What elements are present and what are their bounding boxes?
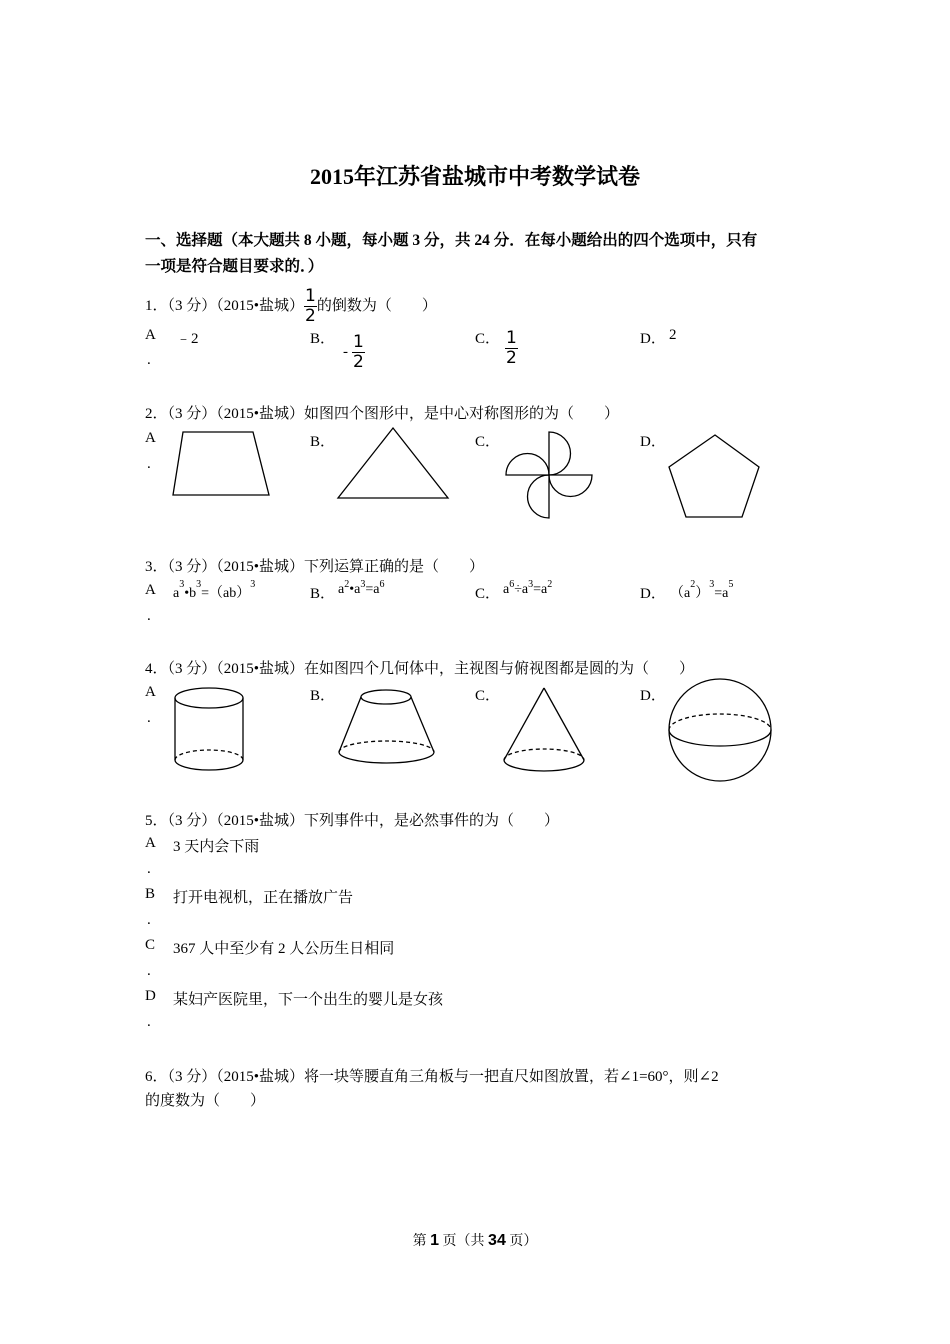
q3-option-c-label: C． <box>475 586 501 602</box>
q2-option-b-label: B． <box>310 434 336 450</box>
q1-frac-num: 1 <box>305 286 316 306</box>
question-2-stem: 2．（3 分）（2015•盐城）如图四个图形中，是中心对称图形的为（ ） <box>145 406 620 422</box>
q2-option-c-label: C． <box>475 434 501 450</box>
sphere-figure <box>669 679 771 781</box>
q1-option-b-label: B． <box>310 331 336 347</box>
q1-option-a-dot: . <box>147 352 151 368</box>
frustum-figure <box>339 690 434 763</box>
page-footer: 第 1 页（共 34 页） <box>412 1232 538 1249</box>
q3-option-a-label: A <box>145 582 156 598</box>
question-5-stem: 5．（3 分）（2015•盐城）下列事件中，是必然事件的为（ ） <box>145 813 560 829</box>
question-3-stem: 3．（3 分）（2015•盐城）下列运算正确的是（ ） <box>145 559 485 575</box>
current-page-number: 1 <box>430 1232 440 1249</box>
q4-option-a-dot: . <box>147 710 151 726</box>
q1-option-a-text: ﹣2 <box>176 331 199 347</box>
q1-c-num: 1 <box>506 328 517 348</box>
section-heading-line1: 一、选择题（本大题共 8 小题，每小题 3 分，共 24 分．在每小题给出的四个选项中，只有 <box>145 232 758 249</box>
q5-option-c-dot: . <box>147 963 151 979</box>
trapezoid-figure <box>173 432 269 495</box>
page-title: 2015年江苏省盐城市中考数学试卷 <box>309 164 640 189</box>
q5-option-d-label: D <box>145 988 156 1004</box>
section-heading-line2: 一项是符合题目要求的．） <box>145 258 324 275</box>
pentagon-figure <box>669 435 759 517</box>
q5-option-d-text: 某妇产医院里，下一个出生的婴儿是女孩 <box>173 992 444 1008</box>
q3-option-d-expr: $(a^2)^3=a^5$ <box>670 579 734 601</box>
q5-option-b-label: B <box>145 886 156 902</box>
q1-b-num: 1 <box>353 332 364 352</box>
q1-b-den: 2 <box>353 352 364 372</box>
q1-option-d-label: D． <box>640 331 666 347</box>
q4-option-b-label: B． <box>310 688 336 704</box>
q5-option-a-dot: . <box>147 861 151 877</box>
q1-option-a-label: A <box>145 327 156 343</box>
q3-option-d-label: D． <box>640 586 666 602</box>
question-6-stem-line2: 的度数为（ ） <box>145 1093 266 1109</box>
q1-frac-den: 2 <box>305 306 316 326</box>
q1-stem-suffix: 的倒数为（ ） <box>316 297 437 314</box>
q1-option-c-label: C． <box>475 331 501 347</box>
question-4-stem: 4．（3 分）（2015•盐城）在如图四个几何体中，主视图与俯视图都是圆的为（ ） <box>145 661 695 677</box>
q3-option-a-expr: $a^3•b^3=(ab)^3$ <box>173 579 256 601</box>
q4-option-d-label: D． <box>640 688 666 704</box>
q1-c-den: 2 <box>506 348 517 368</box>
q5-option-c-text: 367 人中至少有 2 人公历生日相同 <box>173 941 395 957</box>
q1-stem-prefix: 1．（3 分）（2015•盐城） <box>145 297 305 314</box>
triangle-figure <box>338 428 448 498</box>
pinwheel-figure <box>506 432 592 518</box>
q5-option-a-text: 3 天内会下雨 <box>173 839 260 855</box>
q5-option-b-text: 打开电视机，正在播放广告 <box>173 890 354 906</box>
q5-option-d-dot: . <box>147 1014 151 1030</box>
q3-option-c-expr: $a^6\div a^3=a^2$ <box>503 579 553 597</box>
q3-option-a-dot: . <box>147 608 151 624</box>
q3-option-b-label: B． <box>310 586 336 602</box>
q2-option-a-label: A <box>145 430 156 446</box>
q5-option-a-label: A <box>145 835 156 851</box>
q5-option-b-dot: . <box>147 912 151 928</box>
total-pages: 34 <box>488 1232 506 1249</box>
q1-option-d-text: 2 <box>669 327 677 343</box>
question-6-stem-line1: 6．（3 分）（2015•盐城）将一块等腰直角三角板与一把直尺如图放置，若∠1=60°，则∠2 <box>145 1069 719 1085</box>
q3-option-b-expr: $a^2•a^3=a^6$ <box>338 579 385 597</box>
q4-option-a-label: A <box>145 684 156 700</box>
cone-figure <box>504 688 584 771</box>
q2-option-a-dot: . <box>147 456 151 472</box>
cylinder-figure <box>175 688 243 770</box>
q5-option-c-label: C <box>145 937 156 953</box>
q2-option-d-label: D． <box>640 434 666 450</box>
q4-option-c-label: C． <box>475 688 501 704</box>
q1-b-sign: - <box>343 343 348 360</box>
